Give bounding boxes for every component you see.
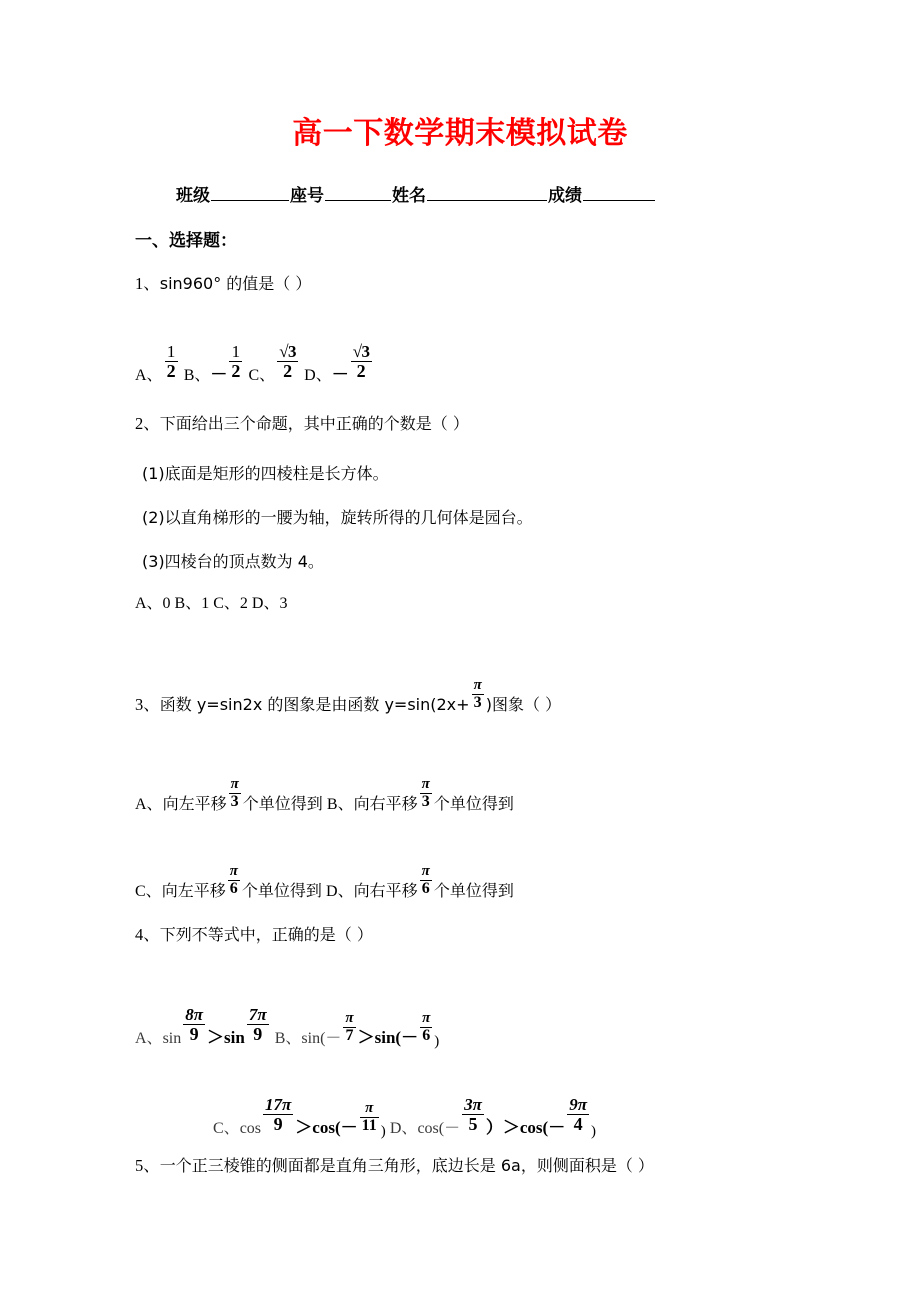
option-4b-relation: ＞ xyxy=(357,1028,375,1048)
option-4c-denominator-1: 9 xyxy=(273,1113,283,1134)
score-blank[interactable] xyxy=(583,185,655,201)
option-1c-denominator: 2 xyxy=(283,360,293,381)
option-4d-fraction-1 xyxy=(462,1096,484,1133)
option-4d-fraction-2 xyxy=(567,1096,589,1133)
option-4a-label: A、 xyxy=(135,1030,163,1048)
option-3a-text-before: 向左平移 xyxy=(162,794,227,814)
option-1d-fraction xyxy=(351,343,372,380)
question-2-subitem-2-text: (2)以直角梯形的一腰为轴，旋转所得的几何体是园台。 xyxy=(142,508,533,527)
option-4a-fn2: sin xyxy=(224,1028,245,1048)
option-3d-numerator: π xyxy=(421,863,430,880)
question-3-text-after: )图象（ ） xyxy=(485,695,562,715)
seat-label: 座号 xyxy=(290,186,324,206)
question-3-options-row-2 xyxy=(135,863,514,906)
option-4d-tail: ) xyxy=(591,1123,596,1140)
option-3d-text-after: 个单位得到 xyxy=(433,881,514,901)
option-4d-fn2: cos(－ xyxy=(519,1118,566,1138)
name-label: 姓名 xyxy=(392,186,426,206)
option-1d-label: D、 xyxy=(304,367,332,385)
question-2-options-text: A、0 B、1 C、2 D、3 xyxy=(135,595,288,612)
option-3d-label: D、 xyxy=(326,883,354,901)
option-4b-fraction-2 xyxy=(420,1011,432,1044)
option-3d-text-before: 向右平移 xyxy=(353,881,418,901)
option-3a-label: A、 xyxy=(135,796,163,814)
option-4d-numerator-1: 3π xyxy=(464,1095,482,1115)
option-4b-tail: ) xyxy=(434,1033,440,1050)
question-3-number: 3、 xyxy=(135,695,160,715)
option-4d-denominator-1: 5 xyxy=(468,1113,478,1134)
question-2-subitem-1 xyxy=(142,461,389,484)
option-1a-label: A、 xyxy=(135,367,163,385)
option-4a-fraction-2 xyxy=(247,1006,269,1043)
question-3-denominator: 3 xyxy=(473,693,482,711)
option-4c-numerator-2: π xyxy=(360,1101,379,1117)
option-1d-denominator: 2 xyxy=(356,360,366,381)
question-4-stem xyxy=(135,927,373,944)
option-1d-sign: － xyxy=(331,365,349,385)
option-3c-fraction xyxy=(228,864,240,897)
option-4a-fraction-1 xyxy=(183,1006,205,1043)
question-1-options xyxy=(135,342,374,389)
option-4a-numerator-1: 8π xyxy=(185,1005,204,1025)
question-3-text-before: 函数 y=sin2x 的图象是由函数 y=sin(2x+ xyxy=(159,695,470,715)
question-5-stem xyxy=(135,1158,654,1175)
option-1c-numerator: √3 xyxy=(279,342,297,362)
question-3-stem xyxy=(135,677,562,720)
option-1a-denominator: 2 xyxy=(166,360,176,381)
option-4c-tail: ) xyxy=(380,1123,386,1140)
question-1-stem xyxy=(135,276,311,293)
option-4a-relation: ＞ xyxy=(207,1028,225,1048)
option-4c-fn2: cos(－ xyxy=(312,1118,358,1138)
option-1a-fraction xyxy=(165,343,178,380)
option-4b-fn1: sin(－ xyxy=(301,1030,342,1048)
option-4d-relation: ）＞ xyxy=(485,1118,520,1138)
option-4c-fraction-1 xyxy=(263,1096,293,1133)
option-4b-label: B、 xyxy=(274,1030,302,1048)
option-3c-text-before: 向左平移 xyxy=(161,881,226,901)
score-label: 成绩 xyxy=(548,186,582,206)
question-1-number: 1、 xyxy=(135,274,160,293)
option-3b-denominator: 3 xyxy=(421,792,430,810)
option-1a-numerator: 1 xyxy=(165,343,178,361)
option-4d-numerator-2: 9π xyxy=(569,1095,587,1115)
question-5-number: 5、 xyxy=(135,1156,160,1175)
option-1d-numerator: √3 xyxy=(352,342,370,362)
option-4a-denominator-1: 9 xyxy=(189,1023,199,1044)
question-2-stem xyxy=(135,416,469,433)
question-4-text: 下列不等式中，正确的是（ ） xyxy=(159,925,373,944)
option-3b-fraction xyxy=(420,777,432,810)
option-1c-fraction xyxy=(277,343,298,380)
option-1b-numerator: 1 xyxy=(229,343,242,361)
option-4d-fn1: cos(－ xyxy=(417,1120,461,1138)
option-3d-denominator: 6 xyxy=(421,879,430,897)
seat-blank[interactable] xyxy=(325,185,391,201)
section-heading-choice: 一、选择题： xyxy=(135,231,237,251)
option-3a-denominator: 3 xyxy=(230,792,239,810)
option-3a-numerator: π xyxy=(230,776,239,793)
question-3-fraction xyxy=(472,678,484,711)
question-4-number: 4、 xyxy=(135,925,160,944)
option-3b-label: B、 xyxy=(326,796,354,814)
question-4-options-row-2 xyxy=(213,1095,596,1143)
question-2-text: 下面给出三个命题，其中正确的个数是（ ） xyxy=(159,414,469,433)
question-3-options-row-1 xyxy=(135,776,514,819)
option-3b-text-before: 向右平移 xyxy=(353,794,418,814)
question-4-options-row-1 xyxy=(135,1005,440,1053)
option-4c-relation: ＞ xyxy=(295,1118,313,1138)
question-5-text: 一个正三棱锥的侧面都是直角三角形，底边长是 6a，则侧面积是（ ） xyxy=(159,1156,654,1175)
option-4b-numerator-1: π xyxy=(345,1010,354,1027)
question-2-subitem-3-text: (3)四棱台的顶点数为 4。 xyxy=(142,552,324,571)
question-2-number: 2、 xyxy=(135,414,160,433)
page-title: 高一下数学期末模拟试卷 xyxy=(292,116,628,151)
option-4c-denominator-2: 11 xyxy=(361,1116,377,1134)
question-2-subitem-3 xyxy=(142,549,324,572)
option-4b-fraction-1 xyxy=(343,1011,355,1044)
option-4d-label: D、 xyxy=(389,1120,418,1138)
option-4b-denominator-1: 7 xyxy=(345,1026,354,1044)
option-4c-fraction-2 xyxy=(360,1101,379,1134)
option-1b-label: B、 xyxy=(183,367,211,385)
option-4a-fn1: sin xyxy=(162,1030,182,1048)
identity-line xyxy=(176,181,656,206)
option-3c-label: C、 xyxy=(135,883,162,901)
option-3c-denominator: 6 xyxy=(229,879,238,897)
option-1b-sign: － xyxy=(210,365,228,385)
option-4b-denominator-2: 6 xyxy=(422,1026,431,1044)
class-blank[interactable] xyxy=(211,185,289,201)
question-3-numerator: π xyxy=(473,677,482,694)
option-3c-text-after: 个单位得到 xyxy=(241,881,322,901)
question-1-text: sin960° 的值是（ ） xyxy=(159,274,312,293)
option-4d-denominator-2: 4 xyxy=(573,1113,583,1134)
question-2-subitem-1-text: (1)底面是矩形的四棱柱是长方体。 xyxy=(142,464,389,483)
option-3d-fraction xyxy=(420,864,432,897)
question-2-options xyxy=(135,595,287,612)
name-blank[interactable] xyxy=(427,185,547,201)
option-4b-numerator-2: π xyxy=(422,1010,431,1027)
class-label: 班级 xyxy=(176,186,210,206)
question-2-subitem-2 xyxy=(142,505,533,528)
option-3b-text-after: 个单位得到 xyxy=(433,794,514,814)
option-4c-fn1: cos xyxy=(239,1120,262,1138)
option-4a-denominator-2: 9 xyxy=(253,1023,263,1044)
option-4c-numerator-1: 17π xyxy=(265,1095,292,1115)
option-4a-numerator-2: 7π xyxy=(248,1005,267,1025)
option-3a-text-after: 个单位得到 xyxy=(242,794,323,814)
option-3c-numerator: π xyxy=(229,863,238,880)
option-4b-fn2: sin(－ xyxy=(374,1028,419,1048)
option-1b-denominator: 2 xyxy=(231,360,241,381)
option-3b-numerator: π xyxy=(421,776,430,793)
option-3a-fraction xyxy=(229,777,241,810)
option-4c-label: C、 xyxy=(213,1120,240,1138)
option-1b-fraction xyxy=(229,343,242,380)
option-1c-label: C、 xyxy=(248,367,276,385)
